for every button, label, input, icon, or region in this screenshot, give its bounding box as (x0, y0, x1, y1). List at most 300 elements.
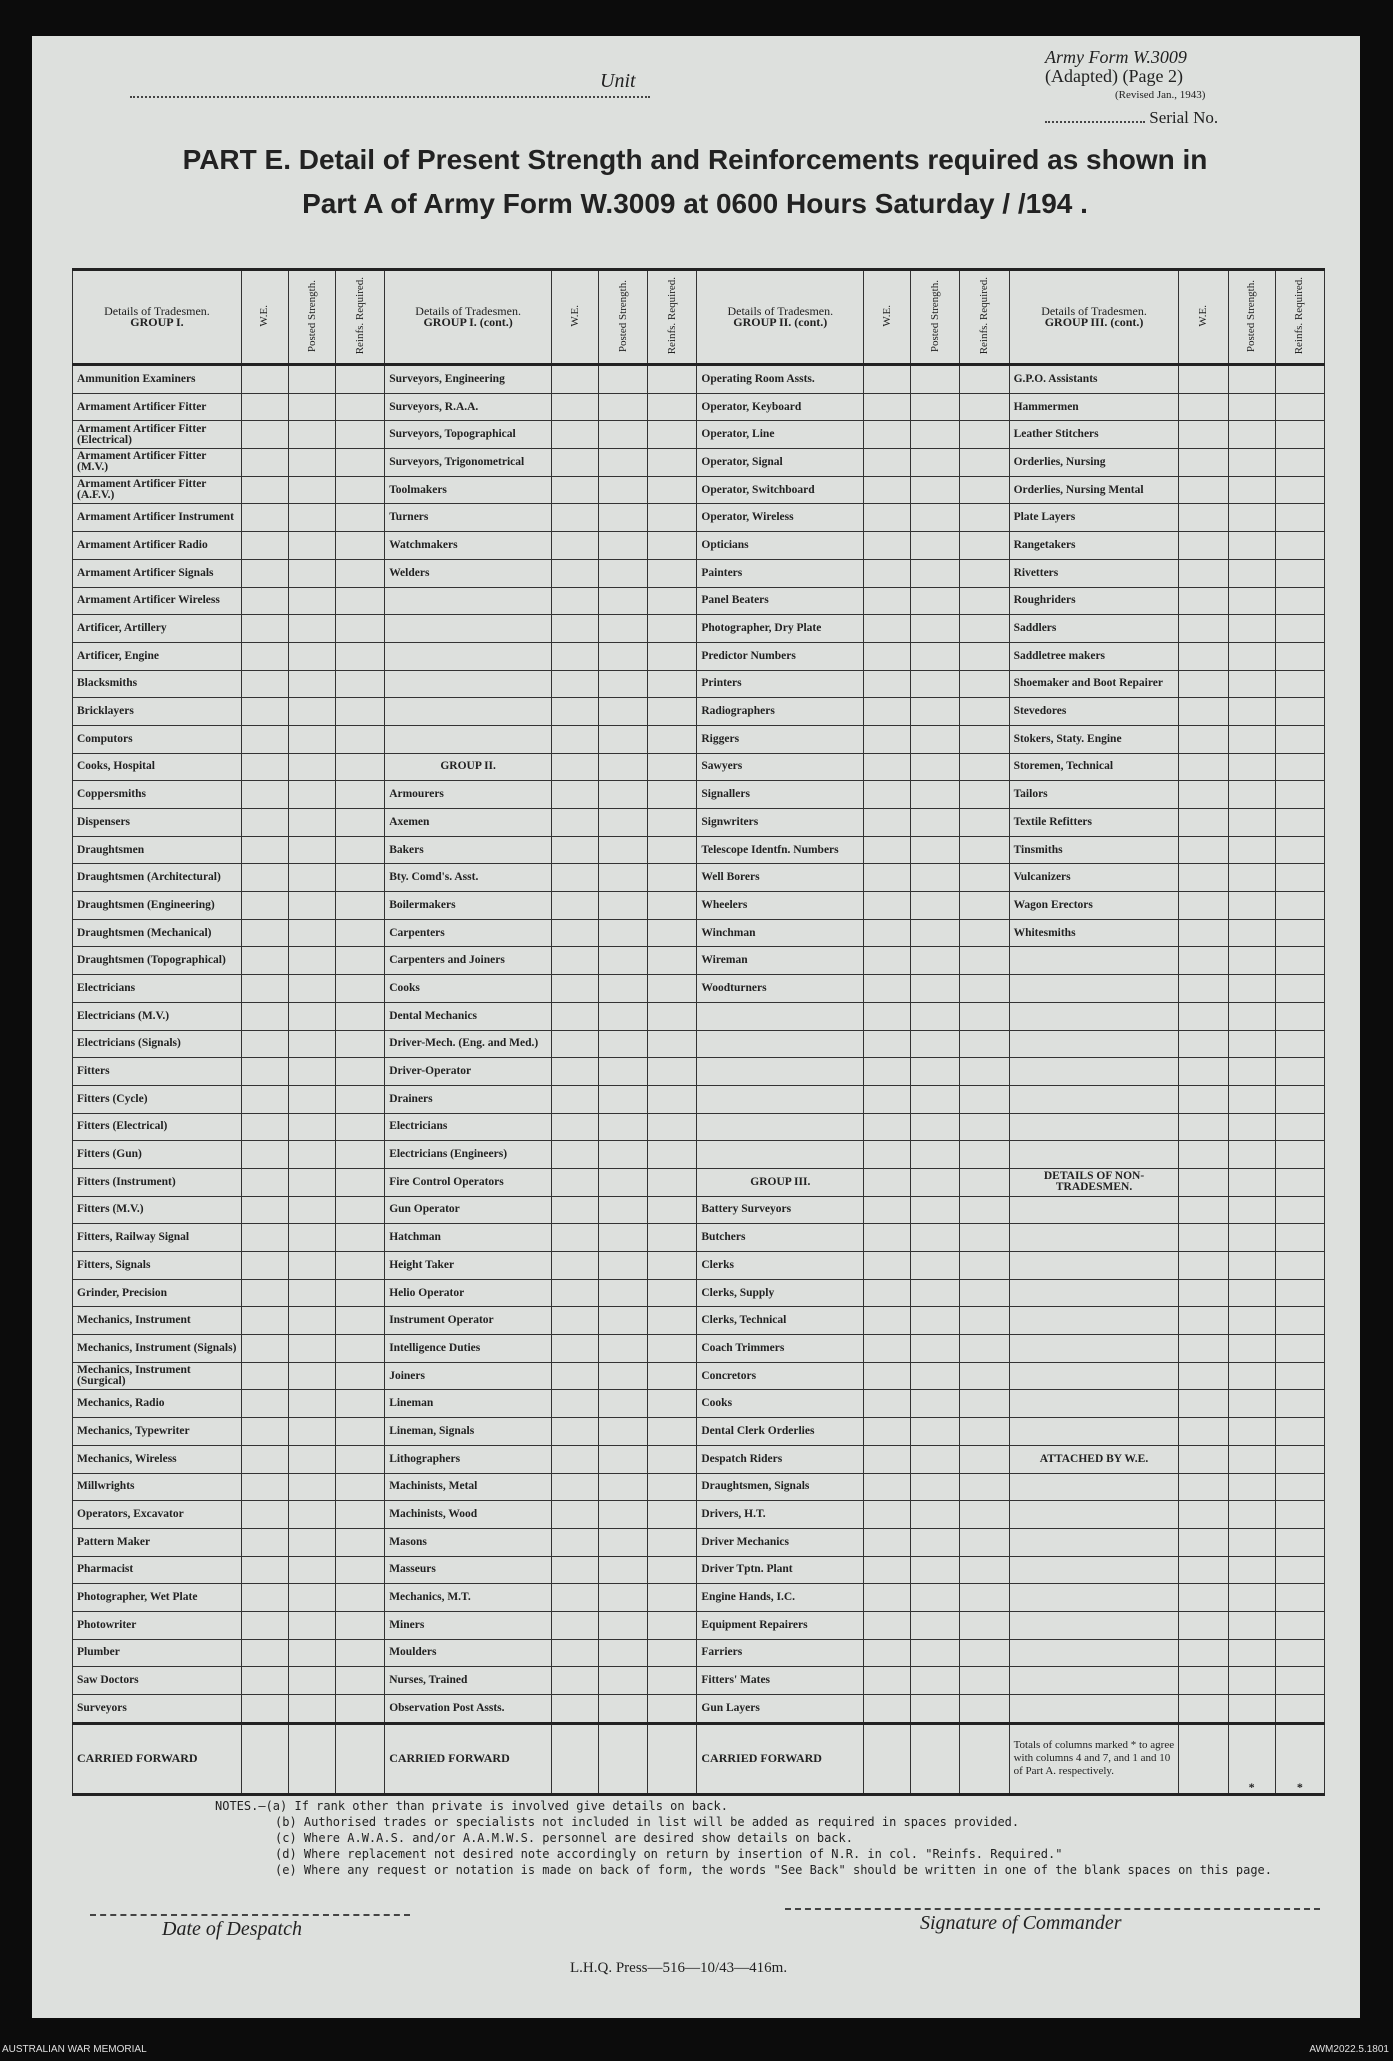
entry-cell[interactable] (1179, 836, 1228, 864)
entry-cell[interactable] (288, 1224, 335, 1252)
entry-cell[interactable] (552, 504, 599, 532)
entry-cell[interactable] (911, 1473, 960, 1501)
entry-cell[interactable] (648, 1141, 697, 1169)
entry-cell[interactable] (960, 1390, 1009, 1418)
entry-cell[interactable] (960, 1335, 1009, 1363)
entry-cell[interactable] (1228, 642, 1275, 670)
entry-cell[interactable] (288, 1418, 335, 1446)
entry-cell[interactable] (1275, 1307, 1324, 1335)
entry-cell[interactable] (911, 615, 960, 643)
entry-cell[interactable] (960, 753, 1009, 781)
entry-cell[interactable] (864, 781, 911, 809)
entry-cell[interactable] (648, 559, 697, 587)
entry-cell[interactable] (1228, 781, 1275, 809)
entry-cell[interactable] (336, 532, 385, 560)
entry-cell[interactable] (864, 725, 911, 753)
entry-cell[interactable] (1228, 1002, 1275, 1030)
entry-cell[interactable] (552, 809, 599, 837)
entry-cell[interactable] (1228, 1279, 1275, 1307)
entry-cell[interactable] (911, 864, 960, 892)
entry-cell[interactable] (1179, 1445, 1228, 1473)
entry-cell[interactable] (960, 365, 1009, 394)
entry-cell[interactable] (864, 587, 911, 615)
entry-cell[interactable] (911, 1418, 960, 1446)
entry-cell[interactable] (911, 1307, 960, 1335)
entry-cell[interactable] (864, 670, 911, 698)
entry-cell[interactable] (1179, 421, 1228, 449)
entry-cell[interactable] (864, 864, 911, 892)
entry-cell[interactable] (336, 1252, 385, 1280)
entry-cell[interactable] (911, 476, 960, 504)
entry-cell[interactable] (599, 809, 648, 837)
entry-cell[interactable] (599, 698, 648, 726)
entry-cell[interactable] (599, 1667, 648, 1695)
entry-cell[interactable] (599, 1307, 648, 1335)
entry-cell[interactable] (1179, 1362, 1228, 1390)
entry-cell[interactable] (336, 1224, 385, 1252)
entry-cell[interactable] (552, 1141, 599, 1169)
entry-cell[interactable] (1179, 1501, 1228, 1529)
entry-cell[interactable] (960, 532, 1009, 560)
entry-cell[interactable] (288, 1528, 335, 1556)
entry-cell[interactable] (960, 1085, 1009, 1113)
entry-cell[interactable] (599, 975, 648, 1003)
entry-cell[interactable] (1275, 1556, 1324, 1584)
entry-cell[interactable] (288, 587, 335, 615)
entry-cell[interactable] (288, 836, 335, 864)
entry-cell[interactable] (552, 1556, 599, 1584)
entry-cell[interactable] (648, 1418, 697, 1446)
entry-cell[interactable] (960, 1307, 1009, 1335)
entry-cell[interactable] (241, 476, 288, 504)
entry-cell[interactable] (552, 1611, 599, 1639)
entry-cell[interactable] (1275, 1224, 1324, 1252)
entry-cell[interactable] (864, 476, 911, 504)
entry-cell[interactable] (288, 1030, 335, 1058)
entry-cell[interactable] (552, 1667, 599, 1695)
entry-cell[interactable] (1179, 864, 1228, 892)
entry-cell[interactable] (241, 1141, 288, 1169)
entry-cell[interactable] (911, 393, 960, 421)
entry-cell[interactable] (241, 393, 288, 421)
entry-cell[interactable] (911, 1390, 960, 1418)
entry-cell[interactable] (241, 725, 288, 753)
entry-cell[interactable] (552, 864, 599, 892)
entry-cell[interactable] (552, 1335, 599, 1363)
entry-cell[interactable] (599, 393, 648, 421)
entry-cell[interactable] (864, 365, 911, 394)
entry-cell[interactable] (1179, 1390, 1228, 1418)
entry-cell[interactable] (960, 1418, 1009, 1446)
entry-cell[interactable] (911, 532, 960, 560)
entry-cell[interactable] (864, 1113, 911, 1141)
entry-cell[interactable] (648, 1639, 697, 1667)
entry-cell[interactable] (1275, 725, 1324, 753)
entry-cell[interactable] (599, 1528, 648, 1556)
entry-cell[interactable] (288, 809, 335, 837)
entry-cell[interactable] (1275, 670, 1324, 698)
entry-cell[interactable] (911, 1196, 960, 1224)
entry-cell[interactable] (864, 1085, 911, 1113)
entry-cell[interactable] (241, 1445, 288, 1473)
entry-cell[interactable] (241, 1085, 288, 1113)
entry-cell[interactable] (911, 725, 960, 753)
entry-cell[interactable] (336, 449, 385, 477)
entry-cell[interactable] (648, 1224, 697, 1252)
entry-cell[interactable] (1228, 836, 1275, 864)
entry-cell[interactable] (288, 1252, 335, 1280)
entry-cell[interactable] (1228, 698, 1275, 726)
entry-cell[interactable] (960, 864, 1009, 892)
entry-cell[interactable] (960, 1695, 1009, 1724)
entry-cell[interactable] (1275, 1584, 1324, 1612)
entry-cell[interactable] (960, 975, 1009, 1003)
entry-cell[interactable] (336, 1113, 385, 1141)
entry-cell[interactable] (1275, 1528, 1324, 1556)
entry-cell[interactable] (599, 1196, 648, 1224)
entry-cell[interactable] (648, 670, 697, 698)
entry-cell[interactable] (1275, 1667, 1324, 1695)
entry-cell[interactable] (648, 864, 697, 892)
entry-cell[interactable] (336, 1611, 385, 1639)
entry-cell[interactable] (552, 642, 599, 670)
entry-cell[interactable] (552, 1279, 599, 1307)
entry-cell[interactable] (288, 393, 335, 421)
entry-cell[interactable] (336, 1168, 385, 1196)
entry-cell[interactable] (1228, 1639, 1275, 1667)
entry-cell[interactable] (1275, 809, 1324, 837)
entry-cell[interactable] (599, 1058, 648, 1086)
entry-cell[interactable] (1179, 615, 1228, 643)
entry-cell[interactable] (336, 1085, 385, 1113)
entry-cell[interactable] (864, 1279, 911, 1307)
entry-cell[interactable] (1275, 1030, 1324, 1058)
entry-cell[interactable] (911, 947, 960, 975)
entry-cell[interactable] (288, 1445, 335, 1473)
entry-cell[interactable] (911, 365, 960, 394)
entry-cell[interactable] (911, 1611, 960, 1639)
entry-cell[interactable] (960, 698, 1009, 726)
entry-cell[interactable] (648, 1279, 697, 1307)
entry-cell[interactable] (336, 1196, 385, 1224)
entry-cell[interactable] (241, 1252, 288, 1280)
entry-cell[interactable] (552, 919, 599, 947)
entry-cell[interactable] (960, 1196, 1009, 1224)
entry-cell[interactable] (648, 1611, 697, 1639)
entry-cell[interactable] (960, 1058, 1009, 1086)
entry-cell[interactable] (648, 393, 697, 421)
entry-cell[interactable] (911, 1085, 960, 1113)
entry-cell[interactable] (1275, 1695, 1324, 1724)
entry-cell[interactable] (1228, 1196, 1275, 1224)
entry-cell[interactable] (552, 1307, 599, 1335)
entry-cell[interactable] (911, 670, 960, 698)
entry-cell[interactable] (241, 559, 288, 587)
entry-cell[interactable] (336, 1445, 385, 1473)
entry-cell[interactable] (1228, 1611, 1275, 1639)
entry-cell[interactable] (241, 1335, 288, 1363)
entry-cell[interactable] (288, 532, 335, 560)
entry-cell[interactable] (288, 698, 335, 726)
entry-cell[interactable] (599, 1501, 648, 1529)
entry-cell[interactable] (1179, 1611, 1228, 1639)
entry-cell[interactable] (552, 1058, 599, 1086)
entry-cell[interactable] (1228, 809, 1275, 837)
entry-cell[interactable] (1228, 559, 1275, 587)
entry-cell[interactable] (911, 504, 960, 532)
entry-cell[interactable] (648, 532, 697, 560)
entry-cell[interactable] (648, 1473, 697, 1501)
entry-cell[interactable] (1179, 393, 1228, 421)
entry-cell[interactable] (911, 836, 960, 864)
entry-cell[interactable] (599, 1639, 648, 1667)
entry-cell[interactable] (911, 753, 960, 781)
entry-cell[interactable] (599, 365, 648, 394)
entry-cell[interactable] (241, 1528, 288, 1556)
entry-cell[interactable] (241, 421, 288, 449)
entry-cell[interactable] (241, 1611, 288, 1639)
entry-cell[interactable] (1179, 1695, 1228, 1724)
entry-cell[interactable] (648, 1168, 697, 1196)
entry-cell[interactable] (864, 1584, 911, 1612)
entry-cell[interactable] (960, 1473, 1009, 1501)
entry-cell[interactable] (960, 1002, 1009, 1030)
entry-cell[interactable] (599, 476, 648, 504)
entry-cell[interactable] (288, 1002, 335, 1030)
entry-cell[interactable] (1275, 1085, 1324, 1113)
entry-cell[interactable] (960, 421, 1009, 449)
entry-cell[interactable] (1275, 698, 1324, 726)
entry-cell[interactable] (1228, 1307, 1275, 1335)
entry-cell[interactable] (648, 504, 697, 532)
entry-cell[interactable] (336, 1667, 385, 1695)
entry-cell[interactable] (241, 1224, 288, 1252)
entry-cell[interactable] (911, 809, 960, 837)
entry-cell[interactable] (552, 615, 599, 643)
entry-cell[interactable] (864, 753, 911, 781)
entry-cell[interactable] (1228, 1418, 1275, 1446)
entry-cell[interactable] (864, 1307, 911, 1335)
entry-cell[interactable] (1275, 836, 1324, 864)
entry-cell[interactable] (552, 393, 599, 421)
entry-cell[interactable] (1275, 615, 1324, 643)
entry-cell[interactable] (552, 1113, 599, 1141)
entry-cell[interactable] (1228, 1667, 1275, 1695)
entry-cell[interactable] (241, 532, 288, 560)
entry-cell[interactable] (288, 615, 335, 643)
entry-cell[interactable] (960, 1639, 1009, 1667)
entry-cell[interactable] (1179, 1252, 1228, 1280)
entry-cell[interactable] (336, 642, 385, 670)
entry-cell[interactable] (336, 1279, 385, 1307)
entry-cell[interactable] (288, 975, 335, 1003)
entry-cell[interactable] (552, 1224, 599, 1252)
entry-cell[interactable] (241, 864, 288, 892)
entry-cell[interactable] (599, 1168, 648, 1196)
entry-cell[interactable] (241, 615, 288, 643)
entry-cell[interactable] (1179, 809, 1228, 837)
entry-cell[interactable] (911, 1556, 960, 1584)
entry-cell[interactable] (648, 1584, 697, 1612)
entry-cell[interactable] (648, 1085, 697, 1113)
entry-cell[interactable] (552, 781, 599, 809)
entry-cell[interactable] (1275, 864, 1324, 892)
entry-cell[interactable] (911, 1695, 960, 1724)
entry-cell[interactable] (288, 1556, 335, 1584)
entry-cell[interactable] (1275, 1473, 1324, 1501)
entry-cell[interactable] (960, 1528, 1009, 1556)
entry-cell[interactable] (336, 1418, 385, 1446)
entry-cell[interactable] (911, 892, 960, 920)
entry-cell[interactable] (1228, 1113, 1275, 1141)
entry-cell[interactable] (552, 587, 599, 615)
entry-cell[interactable] (911, 1362, 960, 1390)
entry-cell[interactable] (288, 892, 335, 920)
entry-cell[interactable] (599, 1224, 648, 1252)
entry-cell[interactable] (1228, 1030, 1275, 1058)
entry-cell[interactable] (911, 642, 960, 670)
entry-cell[interactable] (1179, 781, 1228, 809)
entry-cell[interactable] (648, 1501, 697, 1529)
entry-cell[interactable] (241, 1695, 288, 1724)
entry-cell[interactable] (911, 1445, 960, 1473)
entry-cell[interactable] (864, 421, 911, 449)
entry-cell[interactable] (552, 892, 599, 920)
entry-cell[interactable] (552, 947, 599, 975)
entry-cell[interactable] (1275, 476, 1324, 504)
entry-cell[interactable] (1275, 1639, 1324, 1667)
entry-cell[interactable] (1179, 532, 1228, 560)
entry-cell[interactable] (336, 1390, 385, 1418)
entry-cell[interactable] (1228, 1445, 1275, 1473)
entry-cell[interactable] (1275, 892, 1324, 920)
entry-cell[interactable] (599, 1030, 648, 1058)
entry-cell[interactable] (336, 421, 385, 449)
entry-cell[interactable] (648, 781, 697, 809)
entry-cell[interactable] (241, 587, 288, 615)
entry-cell[interactable] (288, 1611, 335, 1639)
entry-cell[interactable] (1275, 393, 1324, 421)
entry-cell[interactable] (648, 1002, 697, 1030)
entry-cell[interactable] (288, 1695, 335, 1724)
entry-cell[interactable] (648, 809, 697, 837)
entry-cell[interactable] (911, 587, 960, 615)
entry-cell[interactable] (864, 892, 911, 920)
entry-cell[interactable] (552, 559, 599, 587)
entry-cell[interactable] (911, 1584, 960, 1612)
entry-cell[interactable] (552, 421, 599, 449)
entry-cell[interactable] (552, 1418, 599, 1446)
entry-cell[interactable] (1179, 1335, 1228, 1363)
entry-cell[interactable] (911, 1501, 960, 1529)
entry-cell[interactable] (1228, 892, 1275, 920)
entry-cell[interactable] (288, 1085, 335, 1113)
entry-cell[interactable] (336, 1030, 385, 1058)
entry-cell[interactable] (336, 975, 385, 1003)
entry-cell[interactable] (599, 1390, 648, 1418)
entry-cell[interactable] (864, 1695, 911, 1724)
entry-cell[interactable] (648, 1556, 697, 1584)
entry-cell[interactable] (336, 1501, 385, 1529)
entry-cell[interactable] (336, 1335, 385, 1363)
entry-cell[interactable] (599, 753, 648, 781)
entry-cell[interactable] (599, 1279, 648, 1307)
entry-cell[interactable] (336, 476, 385, 504)
entry-cell[interactable] (1179, 919, 1228, 947)
entry-cell[interactable] (864, 947, 911, 975)
entry-cell[interactable] (288, 919, 335, 947)
entry-cell[interactable] (552, 725, 599, 753)
entry-cell[interactable] (1228, 1058, 1275, 1086)
entry-cell[interactable] (911, 449, 960, 477)
entry-cell[interactable] (552, 1002, 599, 1030)
entry-cell[interactable] (288, 1168, 335, 1196)
entry-cell[interactable] (648, 1695, 697, 1724)
entry-cell[interactable] (336, 1695, 385, 1724)
entry-cell[interactable] (960, 1584, 1009, 1612)
entry-cell[interactable] (336, 559, 385, 587)
entry-cell[interactable] (599, 1113, 648, 1141)
entry-cell[interactable] (1275, 1418, 1324, 1446)
entry-cell[interactable] (599, 1335, 648, 1363)
entry-cell[interactable] (1228, 449, 1275, 477)
entry-cell[interactable] (960, 1362, 1009, 1390)
entry-cell[interactable] (648, 365, 697, 394)
entry-cell[interactable] (336, 1723, 385, 1794)
entry-cell[interactable] (1228, 1695, 1275, 1724)
entry-cell[interactable] (1228, 504, 1275, 532)
entry-cell[interactable] (1179, 1528, 1228, 1556)
entry-cell[interactable] (241, 1667, 288, 1695)
entry-cell[interactable] (599, 504, 648, 532)
entry-cell[interactable] (960, 892, 1009, 920)
entry-cell[interactable] (864, 919, 911, 947)
entry-cell[interactable] (1275, 1279, 1324, 1307)
entry-cell[interactable] (864, 1196, 911, 1224)
entry-cell[interactable] (336, 670, 385, 698)
entry-cell[interactable] (960, 836, 1009, 864)
entry-cell[interactable] (864, 1528, 911, 1556)
entry-cell[interactable] (599, 864, 648, 892)
entry-cell[interactable] (336, 1584, 385, 1612)
entry-cell[interactable] (648, 975, 697, 1003)
entry-cell[interactable] (648, 421, 697, 449)
entry-cell[interactable] (599, 919, 648, 947)
entry-cell[interactable] (864, 1639, 911, 1667)
entry-cell[interactable] (864, 698, 911, 726)
entry-cell[interactable] (911, 559, 960, 587)
entry-cell[interactable] (1179, 1667, 1228, 1695)
entry-cell[interactable] (911, 975, 960, 1003)
entry-cell[interactable] (336, 698, 385, 726)
entry-cell[interactable] (288, 725, 335, 753)
entry-cell[interactable] (241, 975, 288, 1003)
entry-cell[interactable] (336, 753, 385, 781)
entry-cell[interactable] (648, 642, 697, 670)
entry-cell[interactable] (552, 1639, 599, 1667)
entry-cell[interactable] (1275, 1196, 1324, 1224)
entry-cell[interactable] (648, 1335, 697, 1363)
entry-cell[interactable] (241, 670, 288, 698)
entry-cell[interactable] (288, 670, 335, 698)
entry-cell[interactable] (241, 1279, 288, 1307)
entry-cell[interactable] (864, 1252, 911, 1280)
entry-cell[interactable] (864, 1473, 911, 1501)
entry-cell[interactable] (552, 365, 599, 394)
entry-cell[interactable] (336, 725, 385, 753)
entry-cell[interactable] (1275, 975, 1324, 1003)
entry-cell[interactable] (960, 947, 1009, 975)
